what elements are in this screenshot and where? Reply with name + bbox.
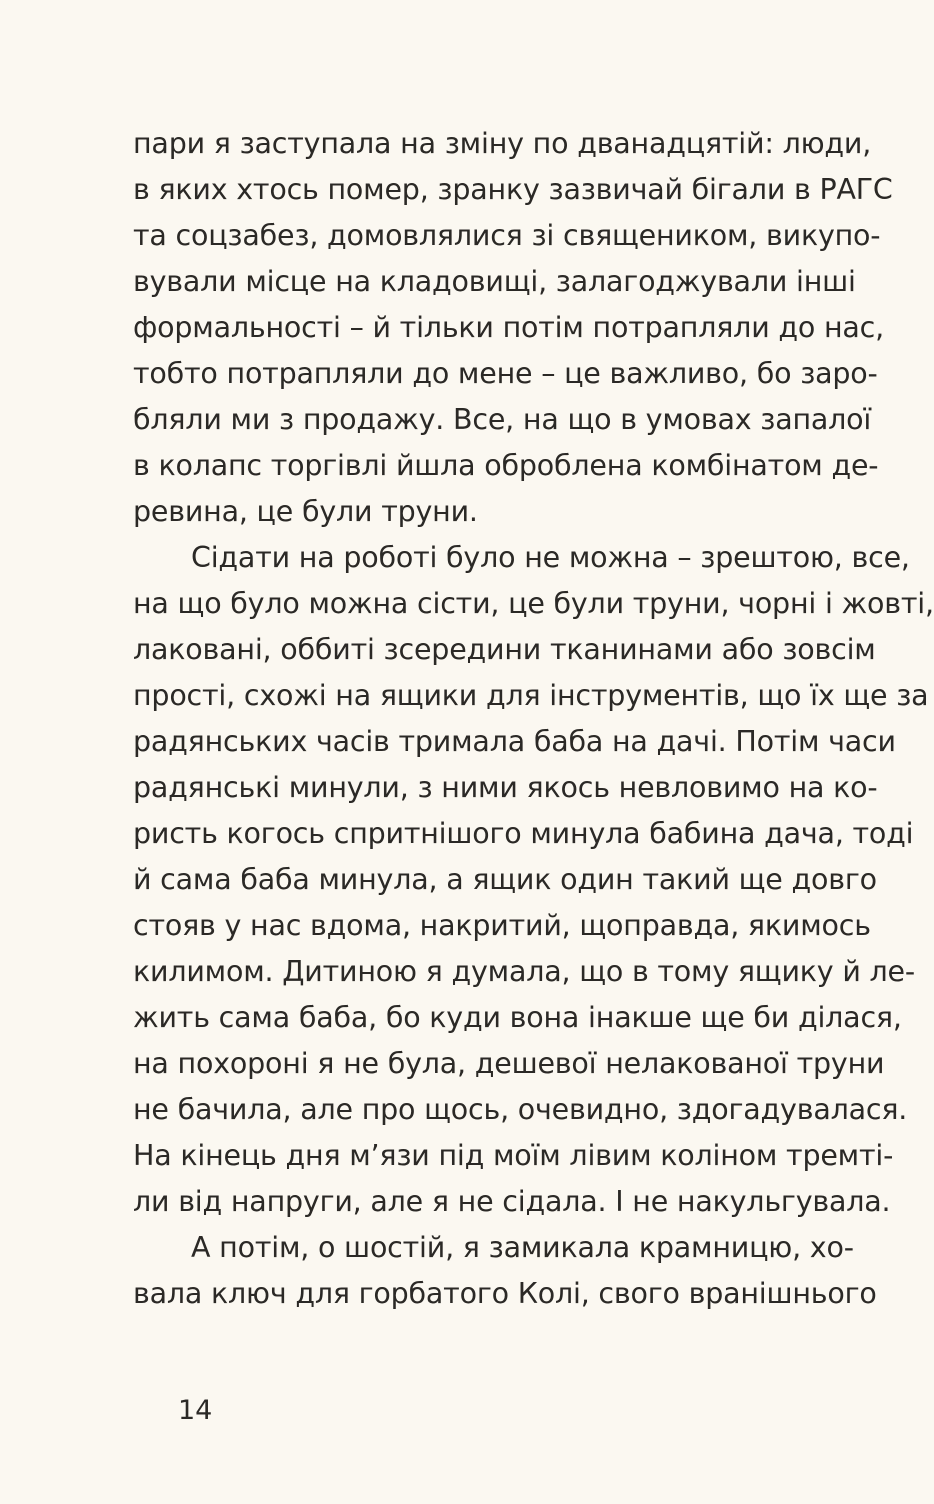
text-line: вала ключ для горбатого Колі, свого вранішнього xyxy=(133,1277,877,1310)
text-line: радянські минули, з ними якось невловимо на ко- xyxy=(133,771,878,804)
paragraph-first-line: А потім, о шостій, я замикала крамницю, хо- xyxy=(191,1231,854,1264)
text-line: лаковані, оббиті зсередини тканинами або зовсім xyxy=(133,633,876,666)
text-line: бляли ми з продажу. Все, на що в умовах запалої xyxy=(133,403,872,436)
text-line: й сама баба минула, а ящик один такий ще довго xyxy=(133,863,877,896)
text-line: на похороні я не була, дешевої нелакованої труни xyxy=(133,1047,885,1080)
text-line: на що було можна сісти, це були труни, чорні і жовті, xyxy=(133,587,934,620)
text-line: стояв у нас вдома, накритий, щоправда, якимось xyxy=(133,909,871,942)
paragraph-end-line: ревина, це були труни. xyxy=(133,495,478,528)
text-line: формальності – й тільки потім потрапляли до нас, xyxy=(133,311,885,344)
text-line: ристь когось спритнішого минула бабина дача, тоді xyxy=(133,817,914,850)
page-number: 14 xyxy=(178,1395,213,1426)
text-line: в яких хтось помер, зранку зазвичай бігали в РАГС xyxy=(133,173,893,206)
text-line: пари я заступала на зміну по дванадцятій: люди, xyxy=(133,127,872,160)
paragraph-end-line: ли від напруги, але я не сідала. І не накульгувала. xyxy=(133,1185,891,1218)
text-line: килимом. Дитиною я думала, що в тому ящику й ле- xyxy=(133,955,915,988)
text-line: жить сама баба, бо куди вона інакше ще би ділася, xyxy=(133,1001,902,1034)
text-line: в колапс торгівлі йшла оброблена комбінатом де- xyxy=(133,449,879,482)
paragraph-first-line: Сідати на роботі було не можна – зрештою, все, xyxy=(191,541,910,574)
text-line: не бачила, але про щось, очевидно, здогадувалася. xyxy=(133,1093,908,1126)
text-line: радянських часів тримала баба на дачі. Потім часи xyxy=(133,725,896,758)
text-line: та соцзабез, домовлялися зі священиком, викупо- xyxy=(133,219,881,252)
text-line: На кінець дня м’язи під моїм лівим коліном тремті- xyxy=(133,1139,894,1172)
text-line: прості, схожі на ящики для інструментів, що їх ще за xyxy=(133,679,929,712)
text-line: тобто потрапляли до мене – це важливо, бо заро- xyxy=(133,357,878,390)
text-line: вували місце на кладовищі, залагоджували інші xyxy=(133,265,856,298)
body-text xyxy=(133,121,934,1317)
